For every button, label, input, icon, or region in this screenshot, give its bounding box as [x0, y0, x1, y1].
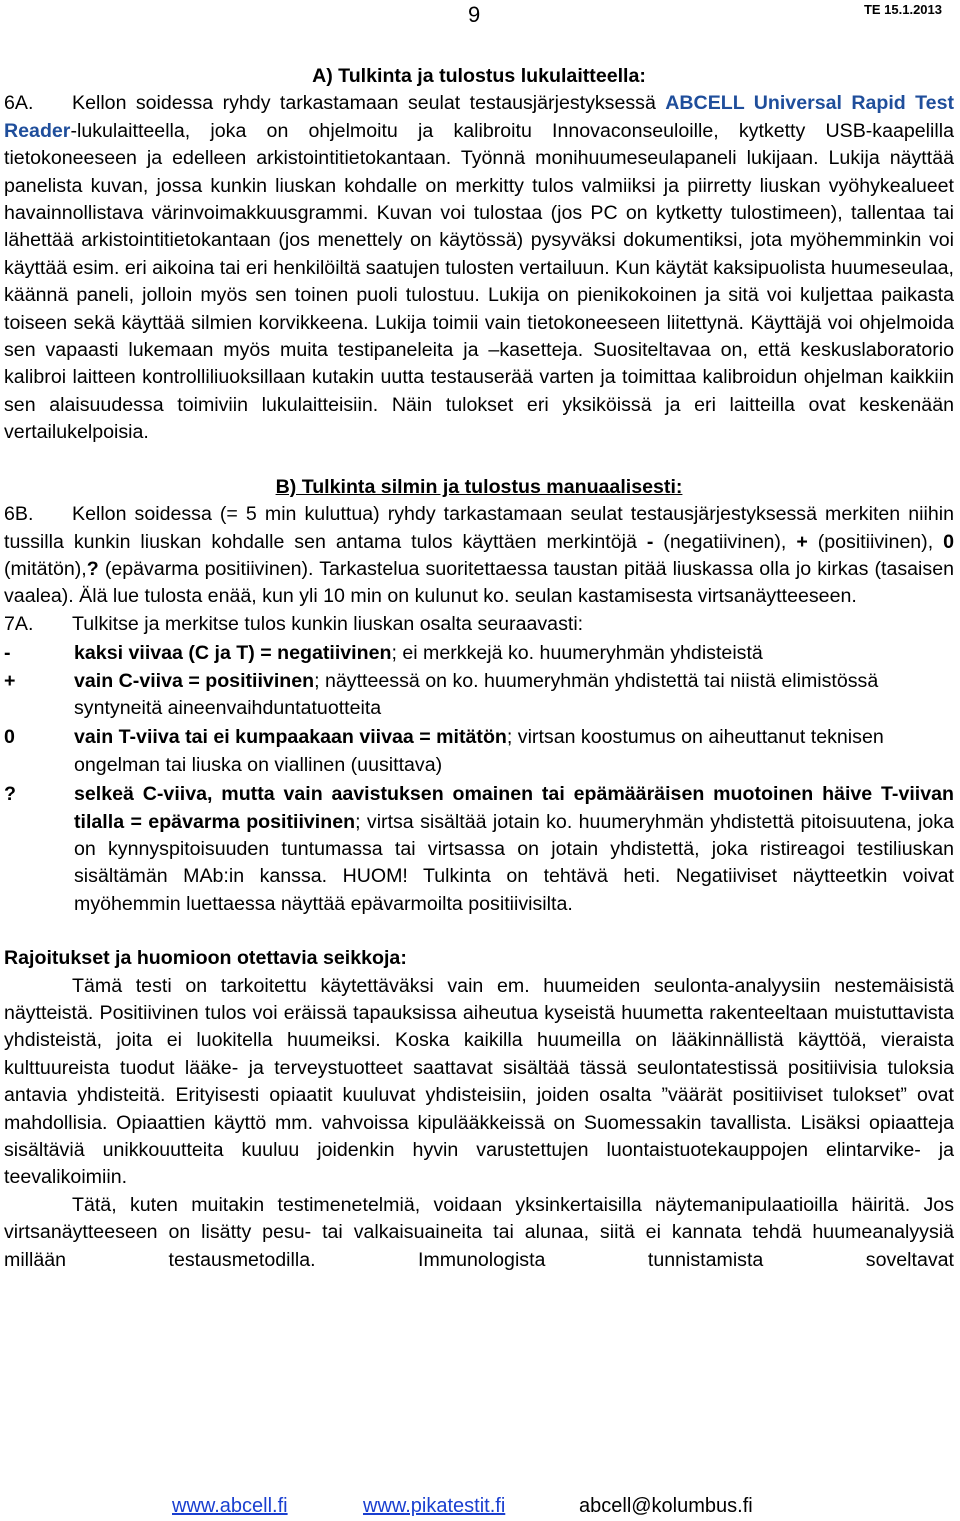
paragraph-6a-text-start: Kellon soidessa ryhdy tarkastamaan seulat testausjärjestyksessä	[72, 92, 666, 115]
paragraph-6b	[4, 501, 954, 611]
result-text	[74, 640, 954, 667]
result-rule: vain C-viiva = positiivinen	[74, 669, 315, 692]
paragraph-6a	[4, 90, 954, 446]
paragraph-6b-text-2: (negatiivinen),	[653, 530, 797, 553]
paragraph-7a-text: Tulkitse ja merkitse tulos kunkin liuskan osalta seuraavasti:	[72, 612, 584, 635]
header-date: TE 15.1.2013	[863, 2, 942, 17]
page-number: 9	[468, 2, 481, 27]
label-7a: 7A.	[4, 612, 34, 635]
spacer	[4, 918, 954, 945]
result-rule: selkeä C-viiva, mutta vain aavistuksen omainen tai epämääräisen muotoinen häive T-viivan tilalla = epävarma positiivinen	[74, 783, 954, 833]
mark-uncertain: ?	[86, 557, 99, 580]
result-text	[74, 668, 954, 723]
result-symbol: +	[4, 669, 16, 692]
mark-negative: -	[646, 530, 654, 553]
paragraph-6b-text-3: (positiivinen),	[807, 530, 944, 553]
result-text	[74, 781, 954, 918]
paragraph-7a	[4, 611, 954, 638]
result-text	[74, 724, 954, 779]
paragraph-6b-text-5: (epävarma positiivinen). Tarkastelua suoritettaessa taustan pitää liuskassa olla jo kirkas (tasaisen vaalea). Älä lue tulosta enää, kun yli 10 min on kulunut ko. seulan kastamisesta virtsanäytteeseen.	[4, 557, 954, 608]
product-name: ABCELL Universal Rapid Test Reader	[4, 92, 954, 142]
result-rule: vain T-viiva tai ei kumpaakaan viivaa = mitätön	[74, 726, 507, 749]
result-symbol: 0	[4, 726, 15, 749]
result-explanation: ; näytteessä on ko. huumeryhmän yhdistettä tai niistä elimistössä syntyneitä aineenvaihduntatuotteita	[74, 669, 879, 719]
result-symbol: -	[4, 642, 11, 665]
result-explanation: ; virtsan koostumus on aiheuttanut teknisen ongelman tai liuska on viallinen (uusittava)	[74, 726, 884, 776]
mark-positive: +	[796, 530, 808, 553]
result-rule: kaksi viivaa (C ja T) = negatiivinen	[74, 642, 392, 665]
section-c-title: Rajoitukset ja huomioon otettavia seikkoja:	[4, 947, 407, 970]
spacer	[4, 447, 954, 474]
result-item-positive	[4, 668, 954, 723]
label-6a: 6A.	[4, 92, 34, 115]
paragraph-6b-text-4: (mitätön),	[4, 557, 87, 580]
result-item-negative	[4, 640, 954, 667]
section-a-title: A) Tulkinta ja tulostus lukulaitteella:	[312, 65, 646, 87]
section-b-title: B) Tulkinta silmin ja tulostus manuaalisesti:	[275, 475, 683, 498]
limitations-paragraph-1: Tämä testi on tarkoitettu käytettäväksi vain em. huumeiden seulonta-analyysiin nestemäisistä näytteistä. Positiivinen tulos voi eräissä tapauksissa aiheutua kyseistä huumetta rakenteeltaan muistuttavista yhdisteistä, joita ei luokitella huumeiksi. Koska kaikilla huumeilla on lääkinnällistä käyttöä, vieraista kulttuureista tuodut lääke- ja terveystuotteet saattavat sisältää tässä seulontatestissä positiivisia tuloksia antavia yhdisteitä. Erityisesti opiaatit kuuluvat yhdisteisiin, joiden osalta ”väärät positiiviset tulokset” ovat mahdollisia. Opiaattien käyttö mm. vahvoissa kipulääkkeissä on Suomessakin tavallista. Lisäksi opiaatteja sisältäviä unikkouutteita kuuluu joidenkin hyvin varustettujen luontaistuotekauppojen elintarvike- ja teevalikoimiin.	[4, 974, 954, 1189]
limitations-paragraph-2: Tätä, kuten muitakin testimenetelmiä, voidaan yksinkertaisilla näytemanipulaatioilla häiritä. Jos virtsanäytteeseen on lisätty pesu- tai valkaisuaineita tai alunaa, siitä ei kannata tehdä huumeanalyysiä millään testausmetodilla. Immunologista tunnistamista soveltavat	[4, 1193, 954, 1271]
footer-link-abcell[interactable]: www.abcell.fi	[172, 1495, 288, 1517]
paragraph-6b-text-1: Kellon soidessa (= 5 min kuluttua) ryhdy tarkastamaan seulat testausjärjestyksessä merkiten niihin tussilla kunkin liuskan kohdalle sen antama tulos käyttäen merkintöjä	[4, 503, 954, 553]
page-content	[4, 63, 954, 1274]
footer-email: abcell@kolumbus.fi	[579, 1495, 753, 1517]
result-explanation: ; ei merkkejä ko. huumeryhmän yhdisteistä	[391, 642, 763, 665]
mark-invalid: 0	[943, 530, 954, 553]
label-6b: 6B.	[4, 503, 34, 526]
paragraph-6a-text-rest: -lukulaitteella, joka on ohjelmoitu ja kalibroitu Innovaconseuloille, kytketty USB-kaapelilla tietokoneeseen ja edelleen arkistointitietokantaan. Työnnä monihuumeseulapaneli lukijaan. Lukija näyttää panelista kuvan, jossa kunkin liuskan kohdalle on merkitty tulos valmiiksi ja piirretty liuskan vyöhykealueet havainnollistava värinvoimakkuusgrammi. Kuvan voi tulostaa (jos PC on kytketty tulostimeen), tallentaa tai lähettää arkistointitietokantaan (jos menettely on käytössä) pysyväksi dokumentiksi, jota myöhemminkin voi käyttää esim. eri aikoina tai eri henkilöiltä saatujen tulosten vertailuun. Kun käytät kaksipuolista huumeseulaa, käännä paneli, jolloin myös sen toinen puoli tulostuu. Lukija on pienikokoinen ja sitä voi kuljettaa paikasta toiseen sekä käyttää silmien korvikkeena. Lukija toimii vain tietokoneeseen liitettynä. Käyttäjä voi ohjelmoida sen vapaasti lukemaan myös muita testipaneleita ja –kasetteja. Suositeltavaa on, että keskuslaboratorio kalibroi laitteen kontrolliliuoksillaan kutakin uutta testauserää varten ja toimittaa kalibroidun ohjelman kaikkiin sen alaisuudessa toimiviin lukulaitteisiin. Näin tulokset eri yksiköissä ja eri laitteilla ovat keskenään vertailukelpoisia.	[4, 119, 954, 444]
footer-link-pikatestit[interactable]: www.pikatestit.fi	[363, 1495, 506, 1517]
result-symbol: ?	[4, 783, 16, 806]
result-item-invalid	[4, 724, 954, 779]
result-item-uncertain	[4, 781, 954, 918]
result-explanation: ; virtsa sisältää jotain ko. huumeryhmän yhdistettä pitoisuutena, joka on kynnyspitoisuuden tuntumassa tai virtsassa on jotain yhdistettä, joka ristireagoi testiliuskan sisältämän MAb:in kanssa. HUOM! Tulkinta on tehtävä heti. Negatiiviset näytteetkin voivat myöhemmin luettaessa näyttää epävarmoilta positiivisilta.	[74, 810, 954, 915]
